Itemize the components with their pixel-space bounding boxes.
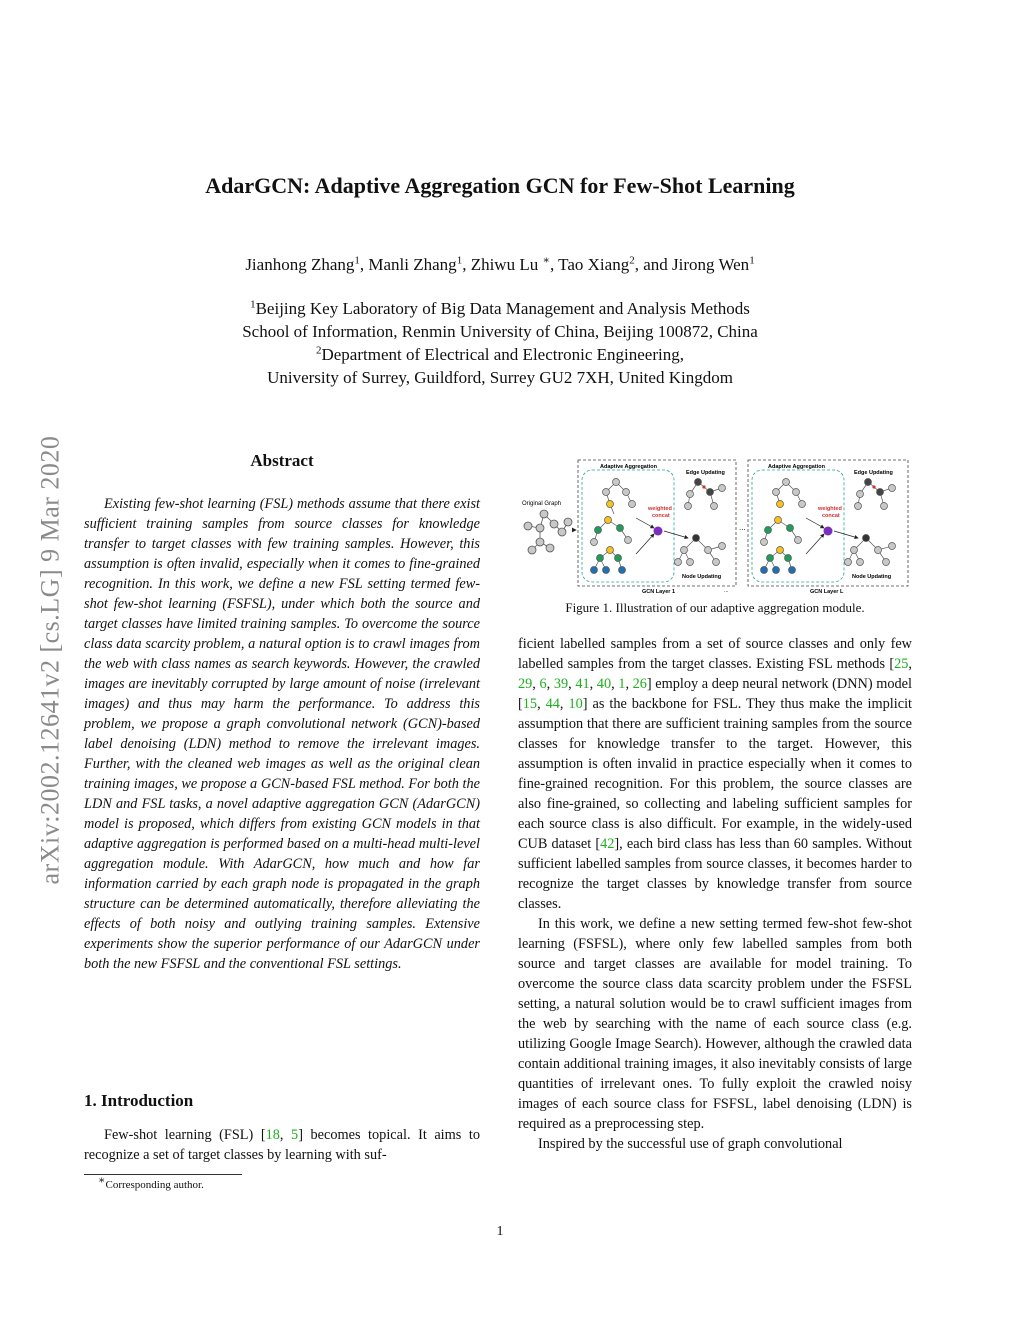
label-concat-L: concat	[822, 513, 840, 519]
text-run: ] as the backbone for FSL. They thus make the implicit assumption that there are sufficient training samples from the source classes for knowledge transfer to the target. However, this assumption is often invalid in practice especially when it comes to fine-grained recognition. For this problem, the source classes are also fine-grained, so collecting and labeling sufficient samples for each source class is also difficult. For example, in the widely-used CUB dataset [	[518, 696, 913, 852]
aggregation-tree-mid-L	[761, 517, 802, 546]
label-gcn-layer-L: GCN Layer L	[810, 589, 844, 594]
aff-mark: 2	[315, 344, 322, 357]
label-gcn-layer-1: GCN Layer 1	[642, 589, 676, 594]
label-weighted: weighted	[648, 506, 672, 512]
citation-link[interactable]: 26	[632, 676, 647, 692]
label-concat: concat	[652, 513, 670, 519]
layer-ellipsis: ...	[739, 523, 746, 532]
label-edge-updating: Edge Updating	[686, 470, 725, 476]
affiliation-1-line2: School of Information, Renmin University of China, Beijing 100872, China	[242, 322, 758, 341]
author-mark: 2	[629, 254, 635, 267]
paragraph: Inspired by the successful use of graph convolutional	[538, 1136, 843, 1152]
author-mark: 1	[354, 254, 360, 267]
paragraph: In this work, we define a new setting termed few-shot few-shot learning (FSFSL), where only few labelled samples from both source and target classes are available for model training. To overcome the source class data scarcity problem under the FSFSL setting, a natural solution would be to crawl sufficient images from the web by searching with the name of each source class (e.g. utilizing Google Image Search). However, although the crawled data contain additional training images, it also inevitably consists of large quantities of irrelevant ones. To fully exploit the crawled noisy images of each source class for FSFSL, label denoising (LDN) is required as a preprocessing step.	[518, 916, 912, 1132]
citation-link[interactable]: 29	[518, 676, 533, 692]
footnote-rule	[84, 1174, 242, 1175]
weighted-concat-node-L	[824, 527, 833, 536]
author-name: Tao Xiang	[558, 255, 630, 274]
text-run: ,	[279, 1127, 292, 1143]
citation-link[interactable]: 1	[618, 676, 626, 692]
adaptive-aggregation-box-L	[752, 470, 844, 582]
author-name: Jianhong Zhang	[245, 255, 355, 274]
citation-link[interactable]: 18	[265, 1127, 280, 1143]
aggregation-tree-mid	[591, 517, 632, 546]
aff-mark: 1	[250, 298, 256, 311]
original-graph	[524, 510, 572, 554]
aggregation-tree-bottom	[591, 547, 626, 574]
adaptive-aggregation-box	[582, 470, 674, 582]
affiliation-2-line2: University of Surrey, Guildford, Surrey GU2 7XH, United Kingdom	[267, 368, 733, 387]
aff-line: Department of Electrical and Electronic Engineering,	[321, 345, 684, 364]
citation-link[interactable]: 41	[575, 676, 590, 692]
citation-link[interactable]: 25	[894, 656, 909, 672]
citation-link[interactable]: 39	[553, 676, 569, 692]
arxiv-stamp	[20, 360, 80, 960]
figure-1-caption: Figure 1. Illustration of our adaptive aggregation module.	[565, 600, 865, 615]
author-list: Jianhong Zhang$^1$, Manli Zhang$^1$, Zhiwu Lu ∗, Tao Xiang$^2$, and Jirong Wen$^1$	[245, 254, 755, 274]
affiliation-2	[0, 343, 1000, 366]
node-updating-graph-L	[845, 535, 896, 566]
aff-line: Beijing Key Laboratory of Big Data Management and Analysis Methods	[255, 299, 750, 318]
arxiv-stamp-text: arXiv:2002.12641v2 [cs.LG] 9 Mar 2020	[35, 435, 64, 885]
footnote-text: Corresponding author.	[105, 1179, 204, 1191]
affiliation-1	[0, 297, 1000, 320]
author-name: Manli Zhang	[368, 255, 457, 274]
intro-paragraph	[84, 1125, 480, 1165]
author-name: Jirong Wen	[672, 255, 750, 274]
right-column-text	[518, 634, 912, 1154]
weighted-concat-node	[654, 527, 663, 536]
abstract-heading: Abstract	[250, 451, 314, 470]
text-run: ] employ a deep neural network (DNN) model [	[518, 676, 912, 712]
paper-title: AdarGCN: Adaptive Aggregation GCN for Few-Shot Learning	[205, 173, 795, 198]
aggregation-tree-top	[603, 479, 636, 515]
citation-link[interactable]: 40	[596, 676, 612, 692]
author-mark: 1	[749, 254, 755, 267]
paragraph: ficient labelled samples from a set of source classes and only few labelled samples from the target classes. Existing FSL methods [25, 29, 6, 39, 41, 40, 1, 26] employ a deep neural network (DNN) model [15, 44, 10] as the backbone for FSL. They thus make the implicit assumption that there are sufficient training samples from the source classes for knowledge transfer to the target. However, this assumption is often invalid in practice especially when it comes to fine-grained recognition. For this problem, the source classes are also fine-grained, so collecting and labeling sufficient samples for each source class is also difficult. For example, in the widely-used CUB dataset [42], each bird class has less than 60 samples. Without sufficient labelled samples from source classes, it becomes harder to recognize the target classes by knowledge transfer from source classes.	[518, 636, 913, 912]
page-number: 1	[496, 1224, 504, 1239]
edge-updating-graph	[685, 479, 726, 510]
label-original-graph: Original Graph	[522, 501, 562, 507]
label-node-updating: Node Updating	[682, 574, 722, 580]
footnote	[98, 1174, 204, 1191]
label-adaptive-aggregation-L: Adaptive Aggregation	[768, 464, 825, 470]
affiliations	[0, 297, 1000, 389]
citation-link[interactable]: 6	[539, 676, 547, 692]
citation-link[interactable]: 42	[600, 836, 615, 852]
author-name: Zhiwu Lu	[470, 255, 539, 274]
aggregation-tree-bottom-L	[761, 547, 796, 574]
label-weighted-L: weighted	[818, 506, 842, 512]
abstract-text: Existing few-shot learning (FSL) methods assume that there exist sufficient training samples from source classes for knowledge transfer to target classes with few training samples. However, this assumption is often invalid, especially when it comes to fine-grained recognition. In this work, we define a new FSL setting termed few-shot few-shot learning (FSFSL), under which both the source and target classes have limited training samples. To overcome the source class data scarcity problem, a natural option is to crawl images from the web with class names as search keywords. However, the crawled images are inevitably corrupted by large amount of noise (irrelevant images) and thus may harm the performance. To address this problem, we propose a graph convolutional network (GCN)-based label denoising (LDN) method to remove the irrelevant images. Further, with the cleaned web images as well as the original clean training images, we propose a GCN-based FSL method. For both the LDN and FSL tasks, a novel adaptive aggregation GCN (AdarGCN) model is proposed, which differs from existing GCN models in that adaptive aggregation is performed based on a multi-head multi-level aggregation module. With AdarGCN, how much and how far information carried by each graph node is propagated in the graph structure can be determined automatically, therefore alleviating the effects of both noisy and outlying training samples. Extensive experiments show the superior performance of our AdarGCN under both the new FSFSL and the conventional FSL settings.	[84, 496, 480, 972]
node-updating-graph	[675, 535, 726, 566]
aggregation-tree-top-L	[773, 479, 806, 508]
gcn-layer-L-box	[748, 460, 908, 586]
text-run: ] becomes topical. It aims to recognize a set of target classes by learning with suf-	[84, 1127, 480, 1163]
footnote-mark: ∗	[98, 1174, 106, 1187]
figure-1-diagram	[518, 458, 912, 594]
label-node-updating-L: Node Updating	[852, 574, 892, 580]
text-run: ], each bird class has less than 60 samples. Without sufficient labelled samples from source classes, it becomes harder to recognize the target classes by knowledge transfer from source classes.	[518, 836, 913, 912]
text-run: ficient labelled samples from a set of source classes and only few labelled samples from the target classes. Existing FSL methods [	[518, 636, 912, 672]
text-run: Few-shot learning (FSL) [	[104, 1127, 266, 1143]
section-heading-introduction: 1. Introduction	[84, 1091, 194, 1110]
label-adaptive-aggregation: Adaptive Aggregation	[600, 464, 657, 470]
gcn-layer-1-box	[578, 460, 736, 586]
citation-link[interactable]: 15	[522, 696, 538, 712]
edge-updating-graph-L	[855, 479, 896, 510]
layer-ellipsis-bottom: ...	[724, 588, 729, 594]
citation-link[interactable]: 44	[545, 696, 560, 712]
author-mark: 1	[456, 254, 463, 267]
author-mark: ∗	[542, 254, 550, 267]
citation-link[interactable]: 10	[568, 696, 583, 712]
citation-link[interactable]: 5	[291, 1127, 299, 1143]
label-edge-updating-L: Edge Updating	[854, 470, 893, 476]
